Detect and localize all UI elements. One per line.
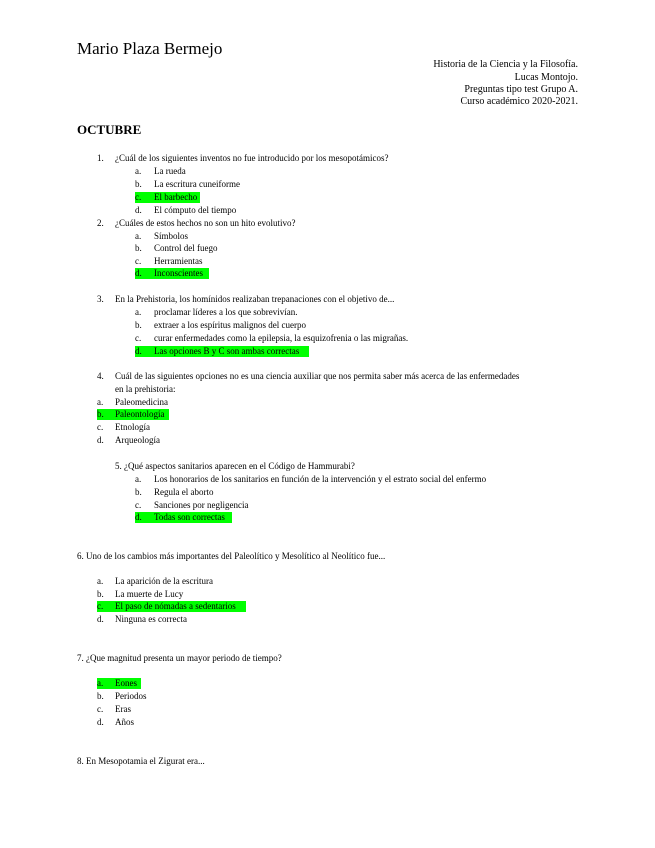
question-text: 5. ¿Qué aspectos sanitarios aparecen en el Código de Hammurabi? <box>115 461 355 471</box>
option-c-correct: El paso de nómadas a sedentarios <box>115 601 236 611</box>
option-letter: d. <box>135 205 142 215</box>
question-text: ¿Cuáles de estos hechos no son un hito evolutivo? <box>115 218 296 228</box>
option-letter: c. <box>135 256 142 266</box>
option-b: Periodos <box>115 691 147 701</box>
option-letter: b. <box>135 487 142 497</box>
option-letter: a. <box>97 678 104 688</box>
option-letter: a. <box>135 231 142 241</box>
option-a: La aparición de la escritura <box>115 576 213 586</box>
option-letter: c. <box>135 500 142 510</box>
teacher-name: Lucas Montojo. <box>514 72 578 83</box>
option-letter: a. <box>135 307 142 317</box>
question-text: 7. ¿Que magnitud presenta un mayor periodo de tiempo? <box>77 653 282 663</box>
option-letter: b. <box>97 589 104 599</box>
option-b: La muerte de Lucy <box>115 589 184 599</box>
option-c-correct: El barbecho <box>154 192 198 202</box>
option-letter: d. <box>97 717 104 727</box>
question-number: 1. <box>97 153 104 163</box>
academic-year: Curso académico 2020-2021. <box>460 96 578 107</box>
option-a: La rueda <box>154 166 186 176</box>
option-a: proclamar líderes a los que sobrevivían. <box>154 307 298 317</box>
option-letter: b. <box>135 179 142 189</box>
question-text: Cuál de las siguientes opciones no es una ciencia auxiliar que nos permita saber más acerca de las enfermedades <box>115 371 520 381</box>
option-d: Arqueología <box>115 435 160 445</box>
option-c: Eras <box>115 704 131 714</box>
course-title: Historia de la Ciencia y la Filosofía. <box>433 59 578 70</box>
option-letter: c. <box>97 422 104 432</box>
option-letter: b. <box>97 691 104 701</box>
option-a-correct: Eones <box>115 678 137 688</box>
option-c: Herramientas <box>154 256 203 266</box>
option-letter: d. <box>135 512 142 522</box>
option-letter: c. <box>135 192 142 202</box>
question-text: En la Prehistoria, los homínidos realizaban trepanaciones con el objetivo de... <box>115 294 395 304</box>
option-letter: d. <box>97 614 104 624</box>
option-b: Control del fuego <box>154 243 218 253</box>
question-text: 6. Uno de los cambios más importantes del Paleolítico y Mesolítico al Neolítico fue... <box>77 551 386 561</box>
option-letter: a. <box>135 474 142 484</box>
option-letter: a. <box>97 576 104 586</box>
option-letter: c. <box>97 704 104 714</box>
option-letter: d. <box>135 268 142 278</box>
option-b: La escritura cuneiforme <box>154 179 240 189</box>
option-d: El cómputo del tiempo <box>154 205 237 215</box>
option-letter: b. <box>97 409 104 419</box>
option-b: extraer a los espíritus malignos del cuerpo <box>154 320 306 330</box>
option-letter: d. <box>135 346 142 356</box>
option-b: Regula el aborto <box>154 487 214 497</box>
option-d: Ninguna es correcta <box>115 614 187 624</box>
option-c: Sanciones por negligencia <box>154 500 249 510</box>
author-name: Mario Plaza Bermejo <box>77 39 223 58</box>
option-a: Símbolos <box>154 231 189 241</box>
option-a: Paleomedicina <box>115 397 168 407</box>
option-letter: a. <box>97 397 104 407</box>
option-d-correct: Inconscientes <box>154 268 203 278</box>
question-text: 8. En Mesopotamia el Zigurat era... <box>77 756 205 766</box>
question-number: 4. <box>97 371 104 381</box>
section-title: OCTUBRE <box>77 122 142 137</box>
option-a: Los honorarios de los sanitarios en función de la intervención y el estrato social del enfermo <box>154 474 487 484</box>
option-d: Años <box>115 717 135 727</box>
option-b-correct: Paleontología <box>115 409 165 419</box>
option-d-correct: Las opciones B y C son ambas correctas <box>154 346 300 356</box>
question-number: 2. <box>97 218 104 228</box>
question-text-continued: en la prehistoria: <box>115 384 176 394</box>
option-letter: b. <box>135 243 142 253</box>
option-letter: c. <box>135 333 142 343</box>
question-number: 3. <box>97 294 104 304</box>
option-letter: d. <box>97 435 104 445</box>
option-letter: a. <box>135 166 142 176</box>
option-c: curar enfermedades como la epilepsia, la esquizofrenia o las migrañas. <box>154 333 409 343</box>
test-group: Preguntas tipo test Grupo A. <box>464 84 578 95</box>
option-c: Etnología <box>115 422 150 432</box>
option-letter: b. <box>135 320 142 330</box>
option-letter: c. <box>97 601 104 611</box>
option-d-correct: Todas son correctas <box>154 512 225 522</box>
question-text: ¿Cuál de los siguientes inventos no fue introducido por los mesopotámicos? <box>115 153 389 163</box>
